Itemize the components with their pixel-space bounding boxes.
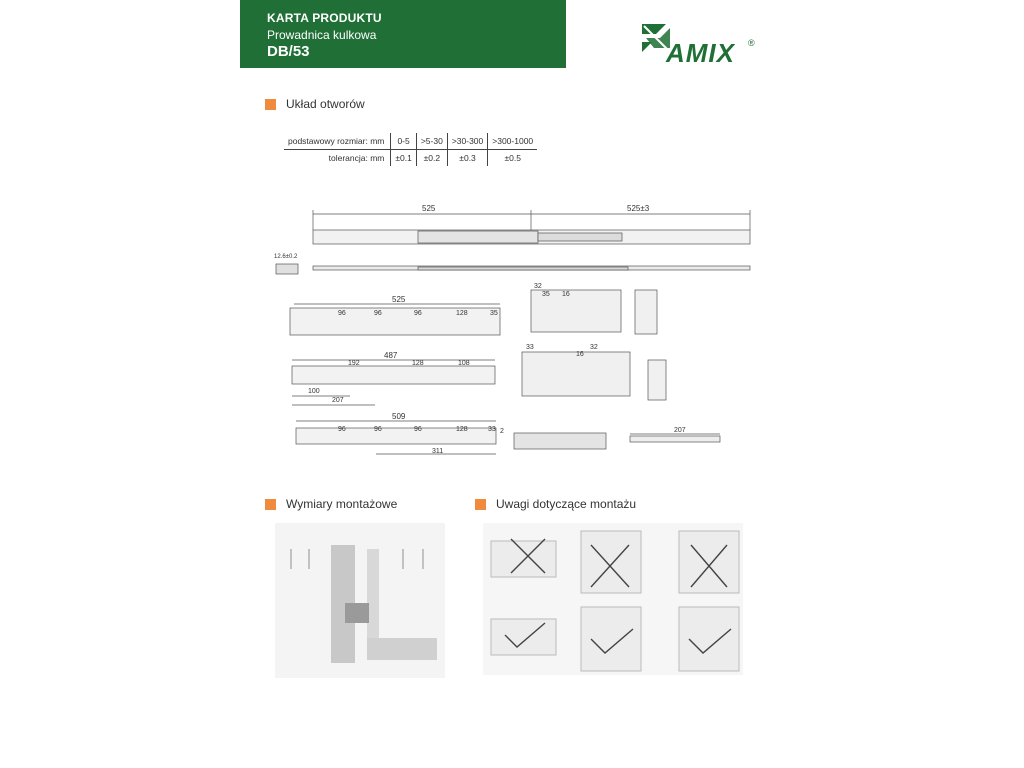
dim-rail: 128: [456, 310, 468, 317]
section-mounting-notes-label: Uwagi dotyczące montażu: [496, 497, 637, 511]
technical-drawing: [250, 200, 770, 470]
dim-mid: 192: [348, 360, 360, 367]
dim-det1: 32: [534, 283, 542, 290]
dim-top-left: 525: [422, 204, 436, 213]
tol-row1-label: podstawowy rozmiar: mm: [284, 133, 391, 150]
dim-bot-total: 509: [392, 412, 406, 421]
tol-row2-label: tolerancja: mm: [328, 153, 385, 163]
dim-bot: 33: [488, 426, 496, 433]
section-mounting-notes: [475, 497, 636, 511]
dim-mid-207: 207: [332, 397, 344, 404]
dim-mid-100: 100: [308, 388, 320, 395]
section-marker-icon: [265, 499, 276, 510]
tol-size: >30-300: [447, 133, 487, 150]
header-subtitle: Prowadnica kulkowa: [267, 28, 377, 42]
dim-small-207: 207: [674, 427, 686, 434]
logo-registered: ®: [748, 38, 755, 48]
tol-size: >5-30: [416, 133, 447, 150]
section-mounting-dimensions-label: Wymiary montażowe: [286, 497, 398, 511]
dim-bot: 128: [456, 426, 468, 433]
dim-det2: 16: [576, 351, 584, 358]
dim-mid: 128: [412, 360, 424, 367]
dim-top-right: 525±3: [627, 204, 650, 213]
logo-text: AMIX: [666, 38, 735, 68]
dim-side-w: 12.6±0.2: [274, 254, 298, 260]
dim-bot: 96: [414, 426, 422, 433]
tolerance-table: [284, 133, 537, 166]
dim-mid: 108: [458, 360, 470, 367]
section-hole-layout: [265, 97, 365, 111]
header-title: KARTA PRODUKTU: [267, 11, 382, 25]
section-hole-layout-label: Układ otworów: [286, 97, 365, 111]
dim-rail: 96: [374, 310, 382, 317]
dim-rail: 96: [414, 310, 422, 317]
tol-value: ±0.2: [416, 150, 447, 167]
dim-bot-2: 2: [500, 428, 504, 435]
dim-bot: 96: [338, 426, 346, 433]
tol-size: >300-1000: [488, 133, 537, 150]
mounting-dimensions-image: [275, 523, 445, 678]
dim-mid-total: 487: [384, 351, 398, 360]
header-model: DB/53: [267, 43, 310, 60]
tol-value: ±0.1: [391, 150, 416, 167]
dim-det1: 16: [562, 291, 570, 298]
section-marker-icon: [265, 99, 276, 110]
dim-det2: 33: [526, 344, 534, 351]
dim-bot-311: 311: [432, 448, 444, 455]
product-header: [240, 0, 566, 68]
section-marker-icon: [475, 499, 486, 510]
tol-value: ±0.3: [447, 150, 487, 167]
section-mounting-dimensions: [265, 497, 397, 511]
dim-rail: 96: [338, 310, 346, 317]
dim-rail-len: 525: [392, 295, 406, 304]
dim-det1: 35: [542, 291, 550, 298]
dim-bot: 96: [374, 426, 382, 433]
dim-rail: 35: [490, 310, 498, 317]
tol-value: ±0.5: [488, 150, 537, 167]
dim-det2: 32: [590, 344, 598, 351]
mounting-notes-image: [483, 523, 743, 675]
tol-size: 0-5: [391, 133, 416, 150]
